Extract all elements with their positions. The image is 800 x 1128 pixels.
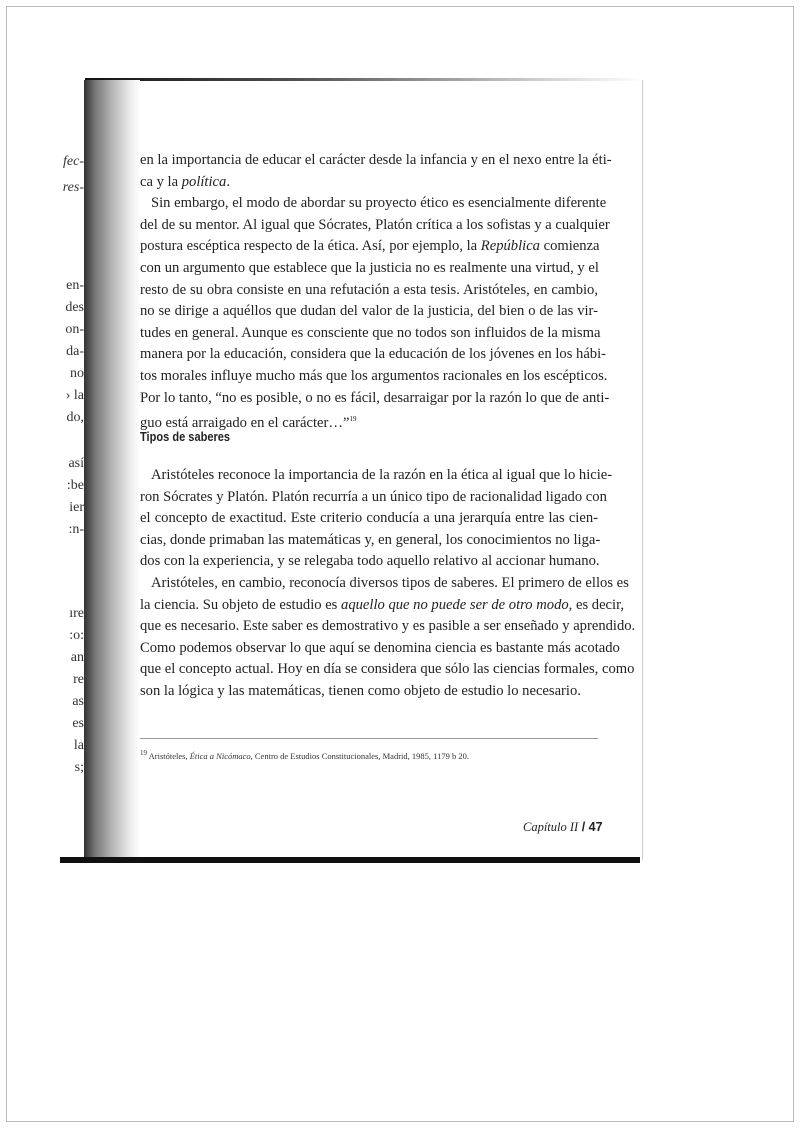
text-segment: . <box>226 173 230 190</box>
left-page-fragment: an <box>70 650 84 665</box>
text-line: Sin embargo, el modo de abordar su proyecto ético es esencialmente diferente <box>151 195 607 212</box>
text-line: dos con la experiencia, y se relegaba todo aquello relativo al accionar humano. <box>140 553 600 570</box>
left-page-fragment: :o: <box>69 628 84 643</box>
text-line: guo está arraigado en el carácter…”$^{19}$ <box>140 414 357 431</box>
text-line: no se dirige a aquéllos que dudan del valor de la justicia, del bien o de las vir- <box>140 303 598 320</box>
scan-right-edge <box>642 80 643 860</box>
left-page-fragment: › la <box>65 388 84 403</box>
left-page-fragment: res- <box>62 180 84 195</box>
left-page-fragment: :be <box>66 478 84 493</box>
main-text-section <box>140 465 636 703</box>
text-line: el concepto de exactitud. Este criterio conducía a una jerarquía entre las cien- <box>140 510 598 527</box>
italic-text: política <box>181 173 227 190</box>
text-line: manera por la educación, considera que la educación de los jóvenes en los hábi- <box>140 346 607 363</box>
left-page-fragment: as <box>72 694 84 709</box>
text-line: con un argumento que establece que la justicia no es realmente una virtud, y el <box>140 259 599 276</box>
left-page-fragment: ier <box>69 500 84 515</box>
left-page-fragment: así <box>68 456 84 471</box>
text-line: son la lógica y las matemáticas, tienen como objeto de estudio lo necesario. <box>140 682 581 699</box>
chapter-label: Capítulo II <box>523 820 579 834</box>
footer-separator: / <box>578 820 589 834</box>
text-line: Aristóteles, en cambio, reconocía diversos tipos de saberes. El primero de ellos es <box>151 574 629 591</box>
footnote-details: , Centro de Estudios Constitucionales, Madrid, 1985, 1179 b 20. <box>250 750 469 761</box>
page-number: 47 <box>588 820 603 834</box>
footnote-rule <box>140 738 598 739</box>
paragraph-1 <box>140 150 612 193</box>
footnote <box>140 749 469 761</box>
text-line: tudes en general. Aunque es consciente que no todos son influidos de la misma <box>140 324 601 341</box>
text-line <box>140 172 598 194</box>
left-page-fragment: fec- <box>63 154 84 169</box>
left-page-fragment: no <box>70 366 84 381</box>
section-heading: Tipos de saberes <box>140 429 231 444</box>
text-line: en la importancia de educar el carácter desde la infancia y en el nexo entre la éti- <box>140 152 612 168</box>
main-text <box>140 150 612 431</box>
italic-text: aquello que no puede ser de otro modo <box>341 596 569 613</box>
left-page-fragment: des <box>65 300 84 315</box>
book-gutter-shadow <box>84 80 140 860</box>
text-line: Como podemos observar lo que aquí se denomina ciencia es bastante más acotado <box>140 639 620 656</box>
footnote-author: Aristóteles, <box>148 750 190 761</box>
left-page-fragment: do, <box>66 410 84 425</box>
text-line: resto de su obra consiste en una refutación a esta tesis. Aristóteles, en cambio, <box>140 281 598 298</box>
italic-text: República <box>480 238 540 255</box>
scan-top-edge <box>85 78 645 81</box>
text-line <box>140 595 625 617</box>
left-page-fragment: :n- <box>68 522 84 537</box>
left-page-fragment: la <box>73 738 84 753</box>
left-page-fragments <box>14 80 84 860</box>
text-segment: ca y la <box>140 173 182 190</box>
text-segment: postura escéptica respecto de la ética. Así, por ejemplo, la <box>140 238 481 255</box>
left-page-fragment: en- <box>66 278 84 293</box>
text-line: que el concepto actual. Hoy en día se considera que sólo las ciencias formales, como <box>140 661 635 678</box>
text-segment: , es decir, <box>568 596 625 613</box>
text-line: ron Sócrates y Platón. Platón recurría a un único tipo de racionalidad ligado con <box>140 488 607 505</box>
paragraph-3 <box>140 465 613 573</box>
paragraph-2 <box>140 193 610 431</box>
paragraph-4 <box>140 573 636 703</box>
text-segment: comienza <box>539 238 600 255</box>
scan-bottom-edge <box>60 857 640 863</box>
left-page-fragment: re <box>73 672 84 687</box>
text-line: del de su mentor. Al igual que Sócrates, Platón crítica a los sofistas y a cualquier <box>140 216 610 233</box>
text-line: Por lo tanto, “no es posible, o no es fácil, desarraigar por la razón lo que de anti- <box>140 389 610 406</box>
left-page-fragment: ıre <box>69 606 84 621</box>
left-page-fragment: da- <box>66 344 84 359</box>
text-line: Aristóteles reconoce la importancia de la razón en la ética al igual que lo hicie- <box>151 467 613 483</box>
footnote-number: 19 <box>140 749 147 757</box>
text-line <box>140 236 598 258</box>
left-page-fragment: on- <box>65 322 84 337</box>
text-line: que es necesario. Este saber es demostrativo y es pasible a ser enseñado y aprendido. <box>140 618 636 635</box>
text-line: cias, donde primaban las matemáticas y, en general, los conocimientos no liga- <box>140 531 601 548</box>
text-segment: la ciencia. Su objeto de estudio es <box>140 596 342 613</box>
left-page-fragment: s; <box>74 760 84 775</box>
footnote-title: Ética a Nicómaco <box>189 750 251 761</box>
page-footer <box>523 820 603 835</box>
text-line: tos morales influye mucho más que los argumentos racionales en los escépticos. <box>140 367 608 384</box>
footnote-reference: 19 <box>349 415 357 424</box>
left-page-fragment: es <box>72 716 84 731</box>
